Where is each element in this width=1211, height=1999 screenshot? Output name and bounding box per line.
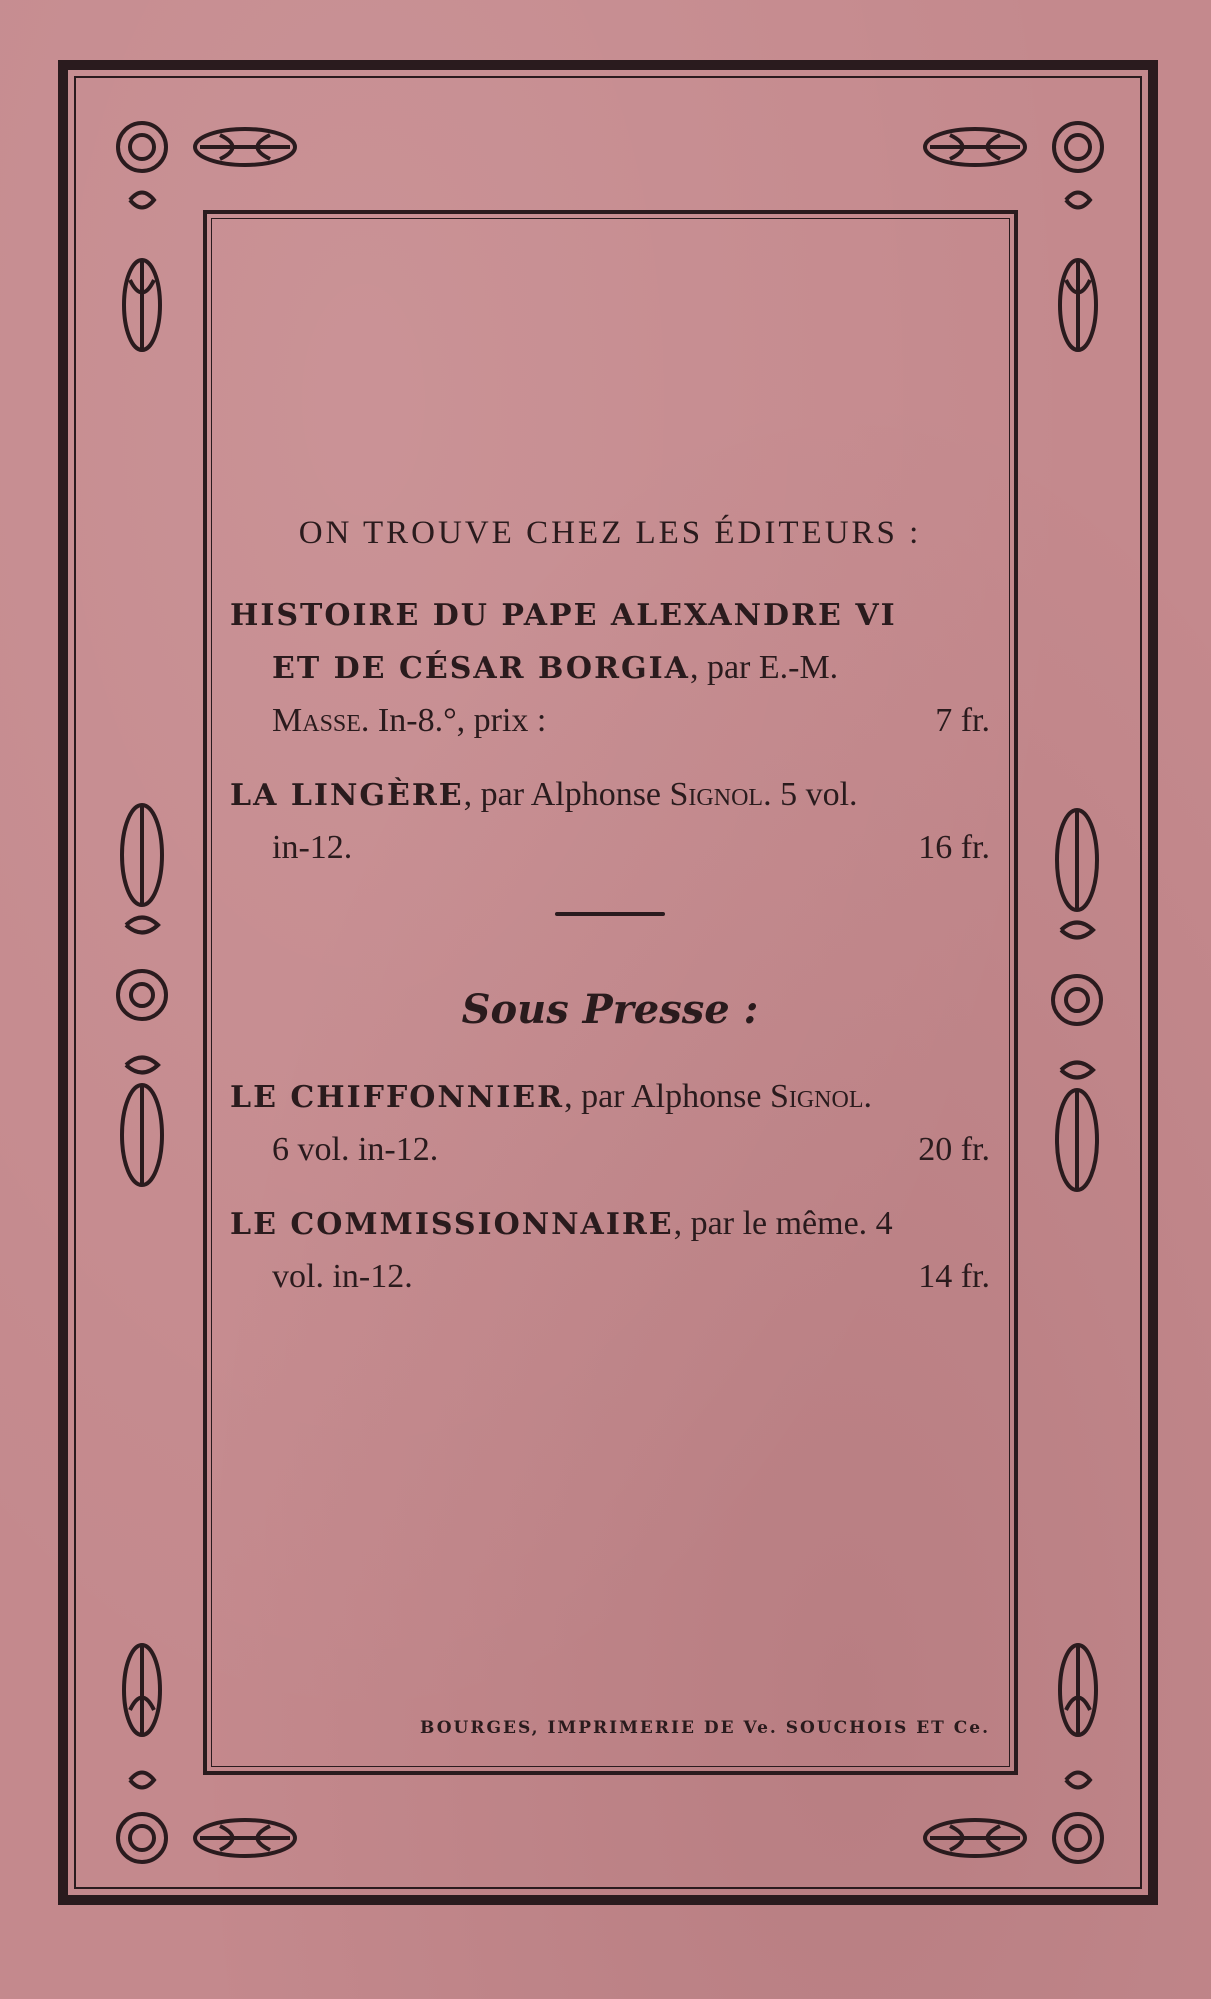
book-format: vol. in-12. [272, 1258, 413, 1295]
book-author: Signol [669, 776, 764, 813]
book-author: Masse [272, 702, 361, 739]
book-author-prefix: , par Alphonse [463, 776, 662, 813]
book-format: . In-8.°, prix : [360, 702, 547, 739]
side-ornament-left-icon [110, 795, 174, 1195]
side-ornament-right-icon [1045, 800, 1109, 1200]
corner-ornament-bottom-left-icon [110, 1630, 350, 1870]
book-author: Signol. [769, 1078, 872, 1115]
book-price: 16 fr. [918, 829, 990, 866]
book-author-prefix: , par E.-M. [689, 649, 839, 686]
book-format: in-12. [272, 829, 353, 866]
corner-ornament-top-right-icon [870, 115, 1110, 355]
book-format: 6 vol. in-12. [272, 1131, 439, 1168]
book-entry-lingere [230, 769, 990, 874]
book-price: 20 fr. [918, 1131, 990, 1168]
section-divider [555, 912, 665, 916]
corner-ornament-top-left-icon [110, 115, 350, 355]
book-volumes: . 5 vol. [763, 776, 858, 813]
catalog-heading: ON TROUVE CHEZ LES ÉDITEURS : [298, 515, 922, 551]
book-title: LE COMMISSIONNAIRE [230, 1207, 674, 1242]
book-entry-chiffonnier [230, 1071, 990, 1176]
book-price: 7 fr. [935, 702, 990, 739]
book-title: LA LINGÈRE [230, 778, 464, 813]
book-author-prefix: , par le même. 4 [673, 1205, 893, 1242]
book-title: LE CHIFFONNIER [230, 1080, 565, 1115]
forthcoming-heading: Sous Presse : [461, 986, 759, 1033]
book-author-prefix: , par Alphonse [564, 1078, 762, 1115]
book-title: HISTOIRE DU PAPE ALEXANDRE VI [230, 598, 897, 633]
catalog-text [230, 515, 990, 1325]
book-entry-commissionnaire [230, 1198, 990, 1303]
book-price: 14 fr. [918, 1258, 990, 1295]
book-title-cont: ET DE CÉSAR BORGIA [272, 651, 690, 686]
printer-imprint: BOURGES, IMPRIMERIE DE Ve. SOUCHOIS ET Ce. [420, 1718, 990, 1738]
book-entry-borgia [230, 590, 990, 747]
corner-ornament-bottom-right-icon [870, 1630, 1110, 1870]
